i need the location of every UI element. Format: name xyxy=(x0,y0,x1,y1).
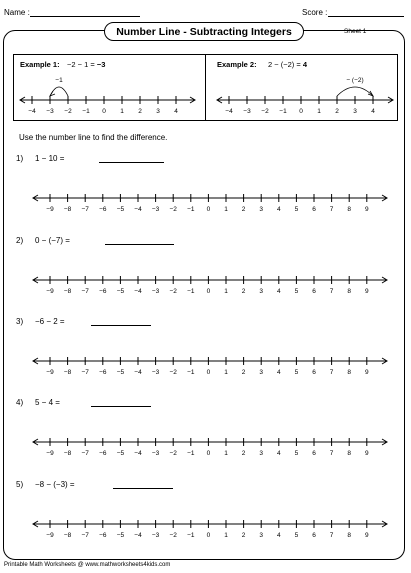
question-4-line-tick-label: 6 xyxy=(312,450,316,457)
question-5-line-tick-label: 9 xyxy=(364,532,369,539)
question-5-line-tick-label: −5 xyxy=(116,532,125,539)
question-2-line-tick-label: 3 xyxy=(259,288,264,295)
question-4-line-tick-label: −1 xyxy=(187,450,195,457)
question-2-line-tick-label: −2 xyxy=(169,288,177,295)
question-text: −8 − (−3) = xyxy=(35,480,75,489)
question-2-line-tick-label: −4 xyxy=(134,288,142,295)
example-1-tick-label: 1 xyxy=(120,108,124,115)
question-4-line-tick-label: −5 xyxy=(116,450,125,457)
example-1-tick-label: 0 xyxy=(102,108,106,115)
question-1-line-tick-label: −7 xyxy=(81,206,89,213)
question-2-line-tick-label: 4 xyxy=(276,288,281,295)
question-1-line-tick-label: 1 xyxy=(224,206,228,213)
instruction-text: Use the number line to find the difference. xyxy=(19,133,168,142)
question-4-line-tick-label: 0 xyxy=(206,450,211,457)
question-5-line-tick-label: −8 xyxy=(63,532,72,539)
example-2-tick-label: −4 xyxy=(225,108,233,115)
question-3-line-tick-label: −3 xyxy=(151,369,160,376)
question-1-line-tick-label: −2 xyxy=(169,206,177,213)
question-2-line-tick-label: 5 xyxy=(294,288,299,295)
question-number: 2) xyxy=(16,236,24,245)
question-1-line-tick-label: 0 xyxy=(206,206,211,213)
question-2-line-tick-label: 9 xyxy=(364,288,369,295)
question-1-line-tick-label: 8 xyxy=(347,206,352,213)
question-3-line-tick-label: −6 xyxy=(99,369,107,376)
question-4-line-tick-label: 4 xyxy=(276,450,281,457)
question-3-line-tick-label: −4 xyxy=(134,369,142,376)
question-text: 0 − (−7) = xyxy=(35,236,70,245)
question-3-line-tick-label: 0 xyxy=(206,369,211,376)
question-3-line-tick-label: −9 xyxy=(46,369,54,376)
question-1-line-tick-label: −4 xyxy=(134,206,142,213)
example-2-tick-label: 4 xyxy=(371,108,375,115)
question-5-line-tick-label: 7 xyxy=(329,532,334,539)
example-2-tick-label: −1 xyxy=(279,108,287,115)
page-title: Number Line - Subtracting Integers xyxy=(104,22,304,41)
question-5-line-tick-label: 4 xyxy=(276,532,281,539)
example-2-label: Example 2: xyxy=(217,60,257,69)
question-number: 4) xyxy=(16,398,24,407)
question-5-line-tick-label: −3 xyxy=(151,532,160,539)
question-5-line-tick-label: 3 xyxy=(259,532,264,539)
question-1-line-tick-label: 4 xyxy=(276,206,281,213)
question-1-line-tick-label: −9 xyxy=(46,206,54,213)
example-1-expr: −2 − 1 = −3 xyxy=(67,60,106,69)
question-1-line-tick-label: 5 xyxy=(294,206,299,213)
question-3-line-tick-label: 3 xyxy=(259,369,264,376)
question-4-line-tick-label: 5 xyxy=(294,450,299,457)
question-1-line-tick-label: −8 xyxy=(63,206,72,213)
example-2-answer: 4 xyxy=(302,60,307,69)
example-1-answer: −3 xyxy=(96,60,106,69)
name-label: Name : xyxy=(4,8,30,17)
question-5-line-tick-label: −1 xyxy=(187,532,195,539)
example-1-tick-label: 3 xyxy=(156,108,160,115)
question-2-line-tick-label: −7 xyxy=(81,288,89,295)
question-5-line-tick-label: 2 xyxy=(241,532,246,539)
question-4-line-tick-label: −2 xyxy=(169,450,177,457)
question-4-line-tick-label: −6 xyxy=(99,450,107,457)
question-3-line-tick-label: 6 xyxy=(312,369,316,376)
question-3-line-tick-label: −7 xyxy=(81,369,89,376)
question-2-line-tick-label: −3 xyxy=(151,288,160,295)
question-5-line-tick-label: −9 xyxy=(46,532,54,539)
question-number: 5) xyxy=(16,480,24,489)
example-1-arc-label: −1 xyxy=(55,77,63,84)
question-4-line-tick-label: −7 xyxy=(81,450,89,457)
question-1-line-tick-label: −1 xyxy=(187,206,195,213)
question-4-line-tick-label: −9 xyxy=(46,450,54,457)
question-5-line-tick-label: 0 xyxy=(206,532,211,539)
example-2-arc-label: − (−2) xyxy=(346,77,364,84)
question-5-line-tick-label: −2 xyxy=(169,532,177,539)
question-1-line-tick-label: 7 xyxy=(329,206,334,213)
question-5-line-tick-label: −7 xyxy=(81,532,89,539)
question-3-line-tick-label: −1 xyxy=(187,369,195,376)
question-5-line-tick-label: −4 xyxy=(134,532,142,539)
question-3-line-tick-label: 5 xyxy=(294,369,299,376)
question-4-line-tick-label: −4 xyxy=(134,450,142,457)
example-1-tick-label: 2 xyxy=(138,108,142,115)
question-4-line-tick-label: 7 xyxy=(329,450,334,457)
question-2-line-tick-label: −1 xyxy=(187,288,195,295)
question-3-line-tick-label: 2 xyxy=(241,369,246,376)
example-2-tick-label: 0 xyxy=(299,108,303,115)
question-4-line-tick-label: 1 xyxy=(224,450,228,457)
question-4-line-tick-label: −8 xyxy=(63,450,72,457)
example-1-tick-label: −2 xyxy=(64,108,72,115)
question-1-line-tick-label: −6 xyxy=(99,206,107,213)
question-2-line-tick-label: 1 xyxy=(224,288,228,295)
question-1-line-tick-label: −3 xyxy=(151,206,160,213)
example-2-tick-label: 3 xyxy=(353,108,357,115)
question-5-line-tick-label: 1 xyxy=(224,532,228,539)
question-number: 3) xyxy=(16,317,24,326)
question-text: 5 − 4 = xyxy=(35,398,60,407)
example-1-tick-label: −4 xyxy=(28,108,36,115)
question-3-line-tick-label: 4 xyxy=(276,369,281,376)
example-1-tick-label: −1 xyxy=(82,108,90,115)
question-1-line-tick-label: 6 xyxy=(312,206,316,213)
question-4-line-tick-label: 3 xyxy=(259,450,264,457)
question-3-line-tick-label: −5 xyxy=(116,369,125,376)
question-3-line-tick-label: −8 xyxy=(63,369,72,376)
question-2-line-tick-label: 0 xyxy=(206,288,211,295)
question-1-line-tick-label: 2 xyxy=(241,206,246,213)
example-2-tick-label: −3 xyxy=(243,108,251,115)
example-2-expr: 2 − (−2) = 4 xyxy=(268,60,307,69)
footer-text: Printable Math Worksheets @ www.mathworksheets4kids.com xyxy=(4,562,171,568)
question-3-line-tick-label: 9 xyxy=(364,369,369,376)
example-1-tick-label: 4 xyxy=(174,108,178,115)
question-2-line-tick-label: 7 xyxy=(329,288,334,295)
question-text: −6 − 2 = xyxy=(35,317,65,326)
question-5-line-tick-label: −6 xyxy=(99,532,107,539)
question-1-line-tick-label: 3 xyxy=(259,206,264,213)
question-4-line-tick-label: 2 xyxy=(241,450,246,457)
example-2-tick-label: 2 xyxy=(335,108,339,115)
question-2-line-tick-label: 8 xyxy=(347,288,352,295)
question-2-line-tick-label: −9 xyxy=(46,288,54,295)
question-5-line-tick-label: 6 xyxy=(312,532,316,539)
question-3-line-tick-label: −2 xyxy=(169,369,177,376)
question-1-line-tick-label: 9 xyxy=(364,206,369,213)
question-2-line-tick-label: −8 xyxy=(63,288,72,295)
question-3-line-tick-label: 1 xyxy=(224,369,228,376)
example-2-tick-label: 1 xyxy=(317,108,321,115)
question-2-line-tick-label: 2 xyxy=(241,288,246,295)
question-1-line-tick-label: −5 xyxy=(116,206,125,213)
question-4-line-tick-label: 9 xyxy=(364,450,369,457)
question-5-line-tick-label: 5 xyxy=(294,532,299,539)
example-1-label: Example 1: xyxy=(20,60,60,69)
question-2-line-tick-label: −6 xyxy=(99,288,107,295)
question-3-line-tick-label: 8 xyxy=(347,369,352,376)
question-5-line-tick-label: 8 xyxy=(347,532,352,539)
question-4-line-tick-label: 8 xyxy=(347,450,352,457)
score-label: Score : xyxy=(302,8,328,17)
question-3-line-tick-label: 7 xyxy=(329,369,334,376)
question-number: 1) xyxy=(16,154,24,163)
example-2-tick-label: −2 xyxy=(261,108,269,115)
sheet-label: Sheet 1 xyxy=(344,28,367,35)
question-2-line-tick-label: 6 xyxy=(312,288,316,295)
question-4-line-tick-label: −3 xyxy=(151,450,160,457)
example-1-tick-label: −3 xyxy=(46,108,54,115)
question-text: 1 − 10 = xyxy=(35,154,65,163)
question-2-line-tick-label: −5 xyxy=(116,288,125,295)
